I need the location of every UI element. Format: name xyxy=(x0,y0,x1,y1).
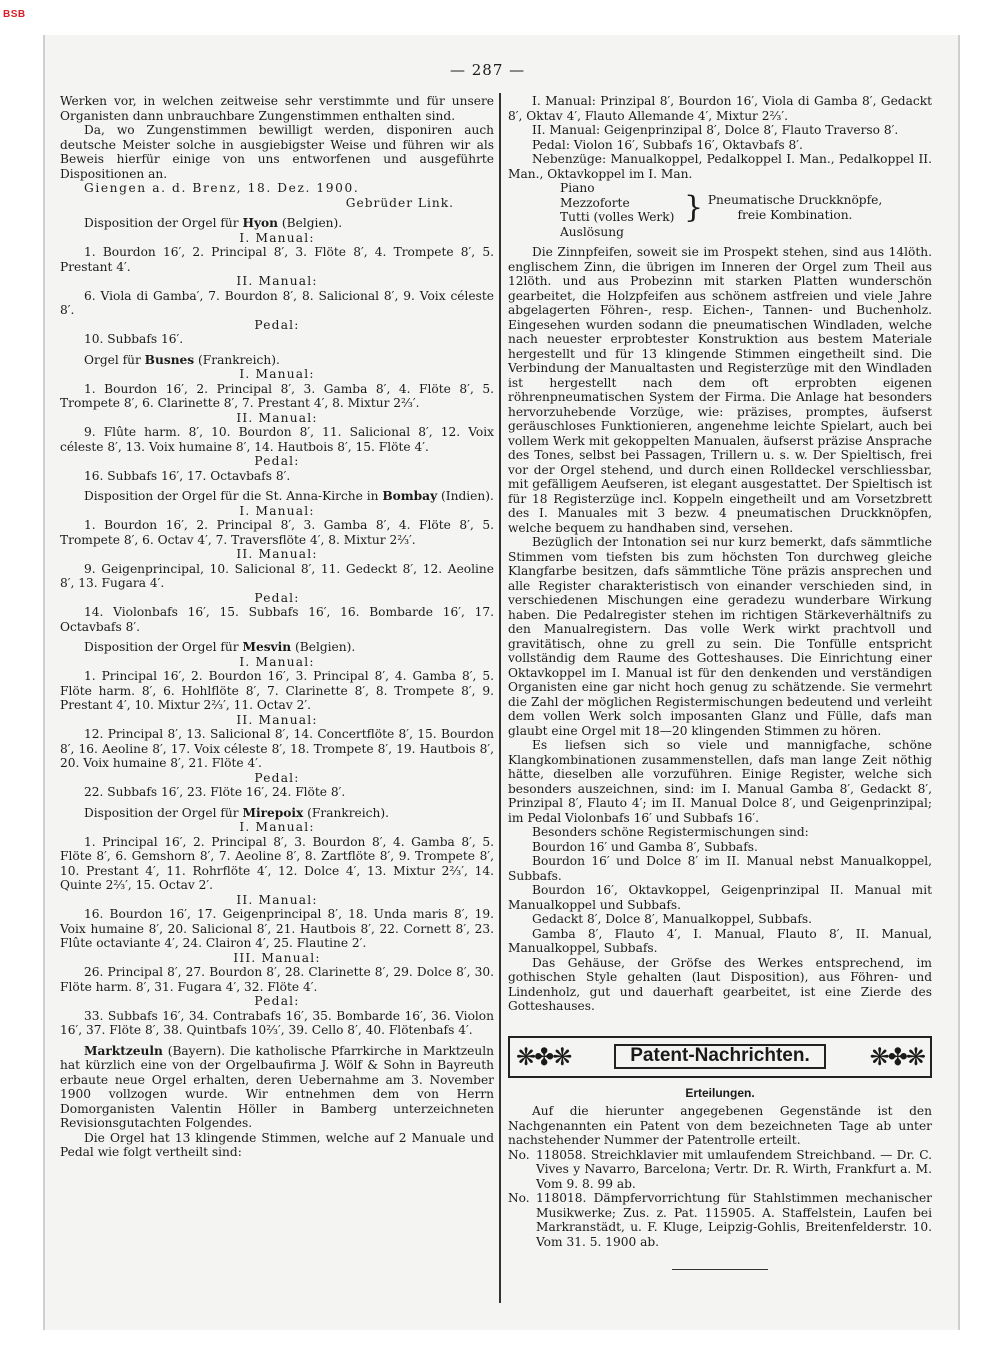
column-divider xyxy=(499,93,501,1303)
mesvin-pedal: 22. Subbafs 16′, 23. Flöte 16′, 24. Flöte 8′. xyxy=(84,785,346,799)
busnes-manual-1-heading: I. Manual: xyxy=(239,367,315,381)
page-number: — 287 — xyxy=(450,61,526,79)
busnes-manual-1: 1. Bourdon 16′, 2. Principal 8′, 3. Gamba 8′, 4. Flöte 8′, 5. Trompete 8′, 6. Clarinette 8′, 7. Prestant 4′, 8. Mixtur 2⅔′. xyxy=(60,381,494,410)
hyon-manual-1-heading: I. Manual: xyxy=(239,230,315,245)
bombay-manual-2: 9. Geigenprincipal, 10. Salicional 8′, 11. Gedeckt 8′, 12. Aeoline 8′, 13. Fugara 4′. xyxy=(60,561,494,590)
mix-item: Bourdon 16′ und Dolce 8′ im II. Manual nebst Manualkoppel, Subbafs. xyxy=(508,854,932,883)
mesvin-manual-2-heading: II. Manual: xyxy=(236,712,318,727)
right-paragraph-4: Das Gehäuse, der Gröfse des Werkes entsprechend, im gothischen Style gehalten (laut Disposition), aus Föhren- und Lindenholz, gut und dauerhaft gearbeitet, ist eine Zierde des Gotteshauses. xyxy=(508,955,932,1013)
button-ausloesung: Auslösung xyxy=(560,224,624,239)
bombay-pedal-heading: Pedal: xyxy=(254,590,300,605)
patent-intro: Auf die hierunter angegebenen Gegenstände ist den Nachgenannten ein Patent von dem bezeichneten Tage ab unter nachstehender Nummer der Patentrolle erteilt. xyxy=(508,1104,932,1147)
druckknoepfe-list xyxy=(560,181,932,239)
bombay-title: Disposition der Orgel für die St. Anna-Kirche in Bombay (Indien). xyxy=(84,489,494,503)
mirepoix-title: Disposition der Orgel für Mirepoix (Frankreich). xyxy=(84,805,389,820)
busnes-manual-2: 9. Flûte harm. 8′, 10. Bourdon 8′, 11. Salicional 8′, 12. Voix céleste 8′, 13. Voix humaine 8′, 14. Hautbois 8′, 15. Flöte 4′. xyxy=(60,425,494,454)
patent-no-label: No. xyxy=(508,1147,530,1162)
mirepoix-manual-2-heading: II. Manual: xyxy=(236,892,318,907)
mesvin-manual-1: 1. Principal 16′, 2. Bourdon 16′, 3. Principal 8′, 4. Gamba 8′, 5. Flöte harm. 8′, 6. Hohlflöte 8′, 7. Clarinette 8′, 8. Trompete 8′, 9. Prestant 4′, 10. Mixtur 2⅔′, 11. Octav 2′. xyxy=(60,669,494,712)
mesvin-manual-2: 12. Principal 8′, 13. Salicional 8′, 14. Concertflöte 8′, 15. Bourdon 8′, 16. Aeoline 8′, 17. Voix céleste 8′, 18. Trompete 8′, 19. Hautbois 8′, 20. Voix humaine 8′, 21. Flöte 4′. xyxy=(60,727,494,770)
library-mark: BSB xyxy=(3,9,26,20)
intro-paragraph-2: Da, wo Zungenstimmen bewilligt werden, disponiren auch deutsche Meister solche in ausgiebigster Weise und führen wir als Beweis hierfür einige von uns entworfenen und ausgeführte Dispositionen an. xyxy=(60,123,494,181)
mirepoix-pedal: 33. Subbafs 16′, 34. Contrabafs 16′, 35. Bombarde 16′, 36. Violon 16′, 37. Flöte 8′, 38. Quintbafs 10⅔′, 39. Cello 8′, 40. Flötenbafs 4′. xyxy=(60,1008,494,1037)
button-tutti: Tutti (volles Werk) xyxy=(560,210,675,224)
erteilungen-heading: Erteilungen. xyxy=(685,1085,755,1100)
signature: Gebrüder Link. xyxy=(345,195,454,210)
busnes-pedal-heading: Pedal: xyxy=(254,454,300,468)
bombay-manual-1-heading: I. Manual: xyxy=(239,503,315,518)
patent-header-box xyxy=(508,1036,932,1078)
left-column xyxy=(60,94,494,1160)
hyon-pedal-heading: Pedal: xyxy=(254,317,300,332)
mirepoix-manual-3: 26. Principal 8′, 27. Bourdon 8′, 28. Clarinette 8′, 29. Dolce 8′, 30. Flöte harm. 8′, 31. Fugara 4′, 32. Flöte 4′. xyxy=(60,965,494,994)
busnes-pedal: 16. Subbafs 16′, 17. Octavbafs 8′. xyxy=(84,468,291,483)
right-manual-2: II. Manual: Geigenprinzipal 8′, Dolce 8′, Flauto Traverso 8′. xyxy=(532,123,899,137)
mirepoix-manual-1-heading: I. Manual: xyxy=(239,820,315,834)
druckknoepfe-label: Pneumatische Druckknöpfe, freie Kombination. xyxy=(707,193,883,222)
bombay-manual-1: 1. Bourdon 16′, 2. Principal 8′, 3. Gamba 8′, 4. Flöte 8′, 5. Trompete 8′, 6. Octav 4′, 7. Traversflöte 4′, 8. Mixtur 2⅔′. xyxy=(60,518,494,547)
right-nebenzuege: Nebenzüge: Manualkoppel, Pedalkoppel I. Man., Pedalkoppel II. Man., Oktavkoppel im I. Man. xyxy=(508,152,932,181)
mix-item: Gamba 8′, Flauto 4′, I. Manual, Flauto 8′, II. Manual, Manualkoppel, Subbafs. xyxy=(508,926,932,955)
right-column xyxy=(508,94,932,1270)
button-mezzoforte: Mezzoforte xyxy=(560,195,630,210)
marktzeuln-paragraph: Marktzeuln (Bayern). Die katholische Pfarrkirche in Marktzeuln hat kürzlich eine von der Orgelbaufirma J. Wölf & Sohn in Bayreuth erbaute neue Orgel erhalten, deren Uebernahme am 3. November 1900 vollzogen wurde. Wir entnehmen dem von Herrn Domorganisten Valentin Höller in Bamberg unterzeichneten Revisionsgutachten Folgendes. xyxy=(60,1043,494,1130)
brace-glyph: } xyxy=(684,190,704,225)
hyon-manual-1: 1. Bourdon 16′, 2. Principal 8′, 3. Flöte 8′, 4. Trompete 8′, 5. Prestant 4′. xyxy=(60,245,494,274)
hyon-manual-2: 6. Viola di Gamba′, 7. Bourdon 8′, 8. Salicional 8′, 9. Voix céleste 8′. xyxy=(60,288,494,317)
mirepoix-manual-3-heading: III. Manual: xyxy=(233,950,321,965)
patent-text: 118018. Dämpfervorrichtung für Stahlstimmen mechanischer Musikwerke; Zus. z. Pat. 115905. A. Staffelstein, Laufen bei Markranstädt, u. F. Kluge, Leipzig-Gohlis, Breitenfelderstr. 10. Vom 31. 5. 1900 ab. xyxy=(536,1191,932,1249)
patent-no-label: No. xyxy=(508,1191,530,1205)
end-rule xyxy=(672,1269,768,1270)
right-paragraph-2: Bezüglich der Intonation sei nur kurz bemerkt, dafs sämmtliche Stimmen vom tiefsten bis zum höchsten Ton durchweg gleiche Klangfarbe besitzen, dafs sämmtliche Töne präzis ansprechen und alle Register charakteristisch von einander verschieden sind, in verschiedenen Mischungen eine geradezu wunderbare Wirkung haben. Die Pedalregister stehen im richtigen Stärkeverhältnifs zu den Manualregistern. Das volle Werk wirkt prachtvoll und gravitätisch, ohne zu grell zu sein. Die Tonfülle entspricht vollständig dem Raume des Gotteshauses. Die Einrichtung einer Oktavkoppel im I. Manual ist für den denkenden und verständigen Organisten eine gar nicht hoch genug zu schätzende. Sie vermehrt die Zahl der möglichen Registermischungen bedeutend und verleiht dem vollen Werk solch imposanten Glanz und Fülle, dafs man glaubt eine Orgel mit 18—20 klingenden Stimmen zu hören. xyxy=(508,535,932,738)
intro-paragraph: Werken vor, in welchen zeitweise sehr verstimmte und für unsere Organisten dann unbrauchbare Zungenstimmen enthalten sind. xyxy=(60,94,494,123)
mirepoix-manual-1: 1. Principal 16′, 2. Principal 8′, 3. Bourdon 8′, 4. Gamba 8′, 5. Flöte 8′, 6. Gemshorn 8′, 7. Aeoline 8′, 8. Zartflöte 8′, 9. Trompete 8′, 10. Prestant 4′, 11. Rohrflöte 4′, 12. Dolce 4′, 13. Mixtur 2⅔′, 14. Quinte 2⅔′, 15. Octav 2′. xyxy=(60,834,494,892)
hyon-title: Disposition der Orgel für Hyon (Belgien). xyxy=(84,216,343,230)
mesvin-pedal-heading: Pedal: xyxy=(254,770,300,785)
mirepoix-pedal-heading: Pedal: xyxy=(254,994,300,1008)
button-piano: Piano xyxy=(560,181,595,195)
right-manual-1: I. Manual: Prinzipal 8′, Bourdon 16′, Viola di Gamba 8′, Gedackt 8′, Oktav 4′, Flauto Allemande 4′, Mixtur 2⅔′. xyxy=(508,94,932,123)
marktzeuln-paragraph-end: Die Orgel hat 13 klingende Stimmen, welche auf 2 Manuale und Pedal wie folgt vertheilt sind: xyxy=(60,1130,494,1159)
right-paragraph-3: Es liefsen sich so viele und mannigfache, schöne Klangkombinationen zusammenstellen, dafs man lange Zeit nöthig hätte, dieselben alle vorzuführen. Einige Register, welche sich besonders auszeichnen, sind: im I. Manual Gamba 8′, Gedackt 8′, Prinzipal 8′, Flauto 4′; im II. Manual Dolce 8′, und Geigenprinzipal; im Pedal Violonbafs 16′ und Subbafs 16′. xyxy=(508,738,932,825)
patent-title: Patent-Nachrichten. xyxy=(614,1044,825,1069)
hyon-manual-2-heading: II. Manual: xyxy=(236,274,318,288)
hyon-pedal: 10. Subbafs 16′. xyxy=(84,332,184,346)
mirepoix-manual-2: 16. Bourdon 16′, 17. Geigenprincipal 8′, 18. Unda maris 8′, 19. Voix humaine 8′, 20. Salicional 8′, 21. Hautbois 8′, 22. Cornett 8′, 23. Flûte octaviante 4′, 24. Clairon 4′, 25. Flautine 2′. xyxy=(60,907,494,950)
mesvin-manual-1-heading: I. Manual: xyxy=(239,654,315,669)
ornament-left-icon: ❋✤❋ xyxy=(516,1042,571,1071)
bombay-pedal: 14. Violonbafs 16′, 15. Subbafs 16′, 16. Bombarde 16′, 17. Octavbafs 8′. xyxy=(60,605,494,634)
patent-entry xyxy=(508,1191,932,1249)
busnes-title: Orgel für Busnes (Frankreich). xyxy=(84,352,280,367)
mesvin-title: Disposition der Orgel für Mesvin (Belgien). xyxy=(84,640,356,654)
place-date: Giengen a. d. Brenz, 18. Dez. 1900. xyxy=(84,181,360,195)
ornament-right-icon: ❋✤❋ xyxy=(869,1042,924,1071)
mix-item: Gedackt 8′, Dolce 8′, Manualkoppel, Subbafs. xyxy=(532,912,812,926)
right-pedal: Pedal: Violon 16′, Subbafs 16′, Oktavbafs 8′. xyxy=(532,137,803,152)
right-paragraph-1: Die Zinnpfeifen, soweit sie im Prospekt stehen, sind aus 14löth. englischem Zinn, die übrigen im Inneren der Orgel zum Theil aus 12löth. und aus Probezinn mit starken Platten wunderschön gearbeitet, die Holzpfeifen aus schönem astfreien und viele Jahre abgelagerten Föhren-, resp. Eichen-, Tannen- und Buchenholz. Eingesehen wurden sodann die pneumatischen Windladen, welche nach neuester erprobtester Konstruktion aus bestem Materiale hergestellt und für 13 klingende Stimmen eingetheilt sind. Die Verbindung der Manualtasten und Registerzüge mit den Windladen ist hergestellt nach dem oft erprobten eigenen röhrenpneumatischen System der Firma. Die Anlage hat besonders hervorzuhebende Vorzüge, wie: präzises, promptes, äufserst geräuschloses Funktionieren, angenehme leichte Spielart, auch bei vollem Werk mit gekoppelten Manualen, äufserst präzise Ansprache des Tones, selbst bei Passagen, Trillern u. s. w. Der Spieltisch, frei vor der Orgel stehend, und durch einen Rolldeckel verschliessbar, mit gefälligem Aeufseren, ist elegant ausgestattet. Der Spieltisch ist für 18 Registerzüge incl. Koppeln eingetheilt und am Vorsetzbrett des I. Manuales mit 3 bezw. 4 pneumatischen Druckknöpfen, welche bequem zu handhaben sind, versehen. xyxy=(508,245,932,535)
mixes-heading: Besonders schöne Registermischungen sind: xyxy=(532,825,809,839)
patent-entry xyxy=(508,1148,932,1192)
bombay-manual-2-heading: II. Manual: xyxy=(236,547,318,561)
patent-text: 118058. Streichklavier mit umlaufendem Streichband. — Dr. C. Vives y Navarro, Barcelona; Vertr. Dr. R. Wirth, Frankfurt a. M. Vom 9. 8. 99 ab. xyxy=(536,1147,932,1191)
busnes-manual-2-heading: II. Manual: xyxy=(236,410,318,425)
mix-item: Bourdon 16′, Oktavkoppel, Geigenprinzipal II. Manual mit Manualkoppel und Subbafs. xyxy=(508,883,932,912)
mix-item: Bourdon 16′ und Gamba 8′, Subbafs. xyxy=(532,839,758,854)
